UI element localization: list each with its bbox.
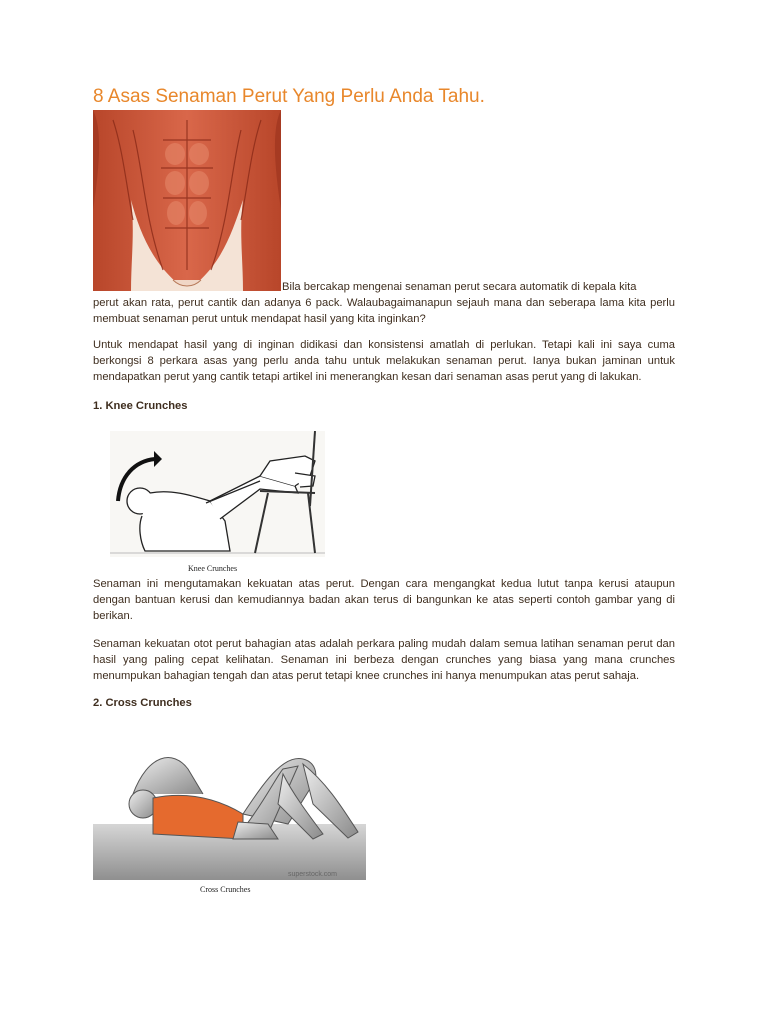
knee-crunches-illustration <box>110 431 325 557</box>
knee-crunches-paragraph-2: Senaman kekuatan otot perut bahagian atas adalah perkara paling mudah dalam semua latihan senaman perut dan hasil yang paling cepat kelihatan. Senaman ini berbeza dengan crunches yang biasa yang mana crunches menumpukan bahagian tengah dan atas perut tetapi knee crunches ini hanya menumpukan atas perut sahaja. <box>93 638 675 682</box>
image-watermark: superstock.com <box>288 871 338 878</box>
cross-crunches-image <box>93 714 366 880</box>
intro-paragraph: perut akan rata, perut cantik dan adanya 6 pack. Walaubagaimanapun sejauh mana dan seberapa lama kita perlu membuat senaman perut untuk mendapat hasil yang kita inginkan? <box>93 297 675 325</box>
knee-crunches-paragraph-1: Senaman ini mengutamakan kekuatan atas perut. Dengan cara mengangkat kedua lutut tanpa kerusi ataupun dengan bantuan kerusi dan kemudiannya badan akan terus di bangunkan ke atas seperti contoh gambar yang di berikan. <box>93 578 675 622</box>
section-heading-knee-crunches: 1. Knee Crunches <box>93 400 188 412</box>
intro-first-line: Bila bercakap mengenai senaman perut secara automatik di kepala kita <box>282 281 637 293</box>
image-caption-knee-crunches: Knee Crunches <box>188 564 238 573</box>
abdominal-muscles-image <box>93 110 281 291</box>
cross-crunches-illustration <box>93 714 366 880</box>
section-heading-cross-crunches: 2. Cross Crunches <box>93 697 192 709</box>
image-caption-cross-crunches: Cross Crunches <box>200 885 251 894</box>
article-title: 8 Asas Senaman Perut Yang Perlu Anda Tahu. <box>93 86 485 107</box>
knee-crunches-image <box>110 431 325 557</box>
abdominal-muscles-illustration <box>93 110 281 291</box>
paragraph-2: Untuk mendapat hasil yang di inginan didikasi dan konsistensi amatlah di perlukan. Tetapi kali ini saya cuma berkongsi 8 perkara asas yang perlu anda tahu untuk melakukan senaman perut. Ianya bukan jaminan untuk mendapatkan perut yang cantik tetapi artikel ini menerangkan kesan dari senaman asas perut yang di lakukan. <box>93 339 675 383</box>
